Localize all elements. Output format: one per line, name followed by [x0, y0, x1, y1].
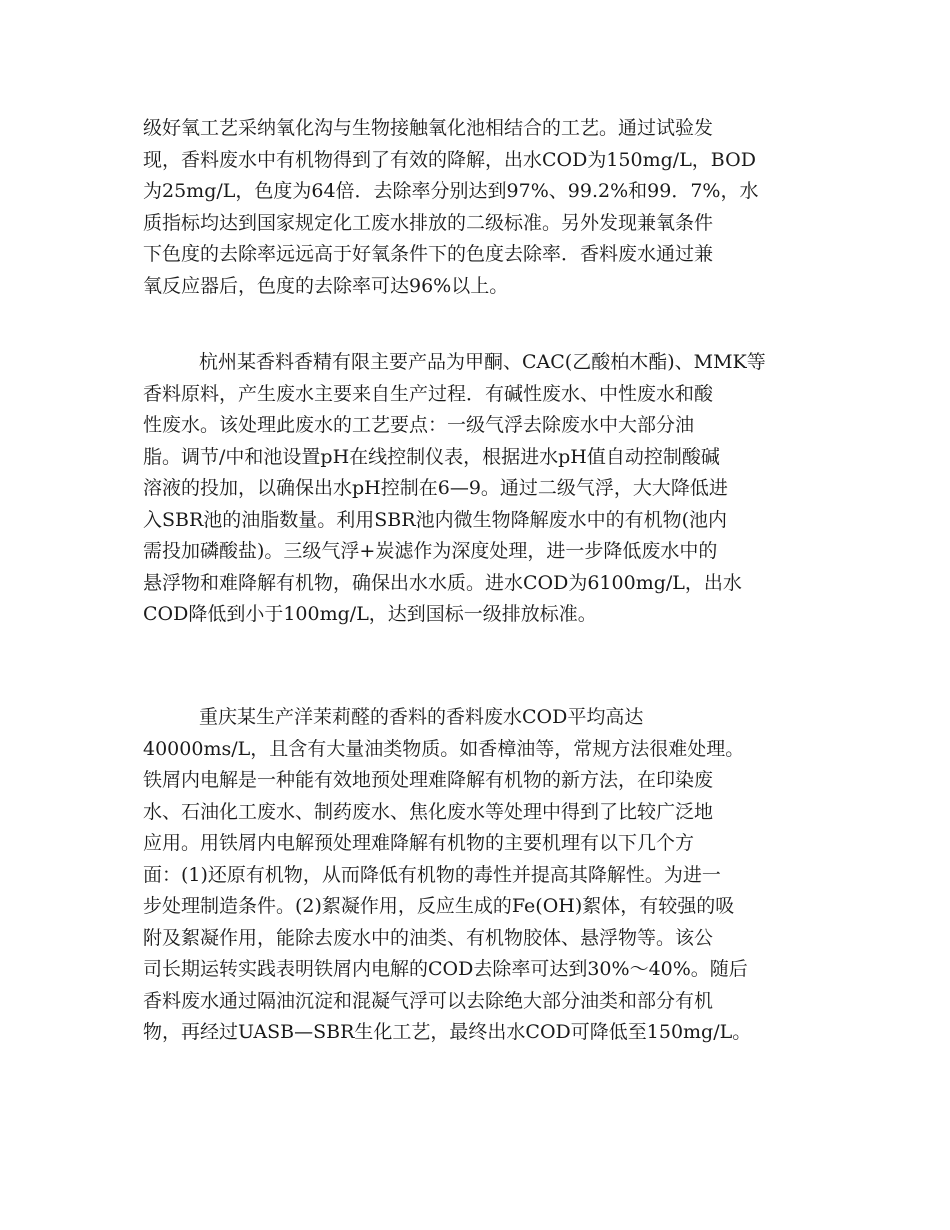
text-line: COD降低到小于100mg/L，达到国标一级排放标准。 [143, 603, 597, 625]
paragraph-hangzhou-case [143, 347, 813, 631]
text-line: 香料原料，产生废水主要来自生产过程．有碱性废水、中性废水和酸 [143, 382, 714, 405]
paragraph-chongqing-case [143, 702, 813, 1049]
text-line: 级好氧工艺采纳氧化沟与生物接触氧化池相结合的工艺。通过试验发 [143, 117, 714, 139]
text-line: 步处理制造条件。(2)絮凝作用，反应生成的Fe(OH)絮体，有较强的吸 [143, 895, 735, 917]
text-line: 需投加磷酸盐)。三级气浮+炭滤作为深度处理，进一步降低废水中的 [143, 540, 718, 562]
text-line: 司长期运转实践表明铁屑内电解的COD去除率可达到30%～40%。随后 [143, 958, 748, 980]
text-line: 物，再经过UASB—SBR生化工艺，最终出水COD可降低至150mg/L。 [143, 1021, 752, 1043]
text-line: 现，香料废水中有机物得到了有效的降解，出水COD为150mg/L，BOD [143, 148, 756, 171]
text-line: 氧反应器后，色度的去除率可达96%以上。 [143, 274, 509, 297]
text-line: 面：(1)还原有机物，从而降低有机物的毒性并提高其降解性。为进一 [143, 863, 721, 886]
text-line: 悬浮物和难降解有机物，确保出水水质。进水COD为6100mg/L，出水 [143, 571, 742, 594]
text-line: 杭州某香料香精有限主要产品为甲酮、CAC(乙酸柏木酯)、MMK等 [199, 351, 766, 373]
text-line: 香料废水通过隔油沉淀和混凝气浮可以去除绝大部分油类和部分有机 [143, 989, 714, 1012]
text-line: 入SBR池的油脂数量。利用SBR池内微生物降解废水中的有机物(池内 [143, 508, 727, 531]
text-line: 水、石油化工废水、制药废水、焦化废水等处理中得到了比较广泛地 [143, 800, 714, 823]
text-line: 下色度的去除率远远高于好氧条件下的色度去除率．香料废水通过兼 [143, 243, 714, 265]
text-line: 应用。用铁屑内电解预处理难降解有机物的主要机理有以下几个方 [143, 832, 695, 854]
text-line: 为25mg/L，色度为64倍．去除率分别达到97%、99.2%和99．7%，水 [143, 180, 759, 202]
text-line: 重庆某生产洋茉莉醛的香料的香料废水COD平均高达 [199, 706, 644, 728]
text-line: 质指标均达到国家规定化工废水排放的二级标准。另外发现兼氧条件 [143, 211, 714, 234]
text-line: 40000ms/L，且含有大量油类物质。如香樟油等，常规方法很难处理。 [143, 737, 745, 760]
text-line: 性废水。该处理此废水的工艺要点：一级气浮去除废水中大部分油 [143, 414, 695, 436]
text-line: 铁屑内电解是一种能有效地预处理难降解有机物的新方法，在印染废 [143, 769, 714, 791]
text-line: 附及絮凝作用，能除去废水中的油类、有机物胶体、悬浮物等。该公 [143, 926, 714, 949]
text-line: 溶液的投加，以确保出水pH控制在6—9。通过二级气浮，大大降低进 [143, 477, 728, 499]
paragraph-aerobic-process [143, 113, 813, 302]
text-line: 脂。调节/中和池设置pH在线控制仪表，根据进水pH值自动控制酸碱 [143, 445, 720, 468]
